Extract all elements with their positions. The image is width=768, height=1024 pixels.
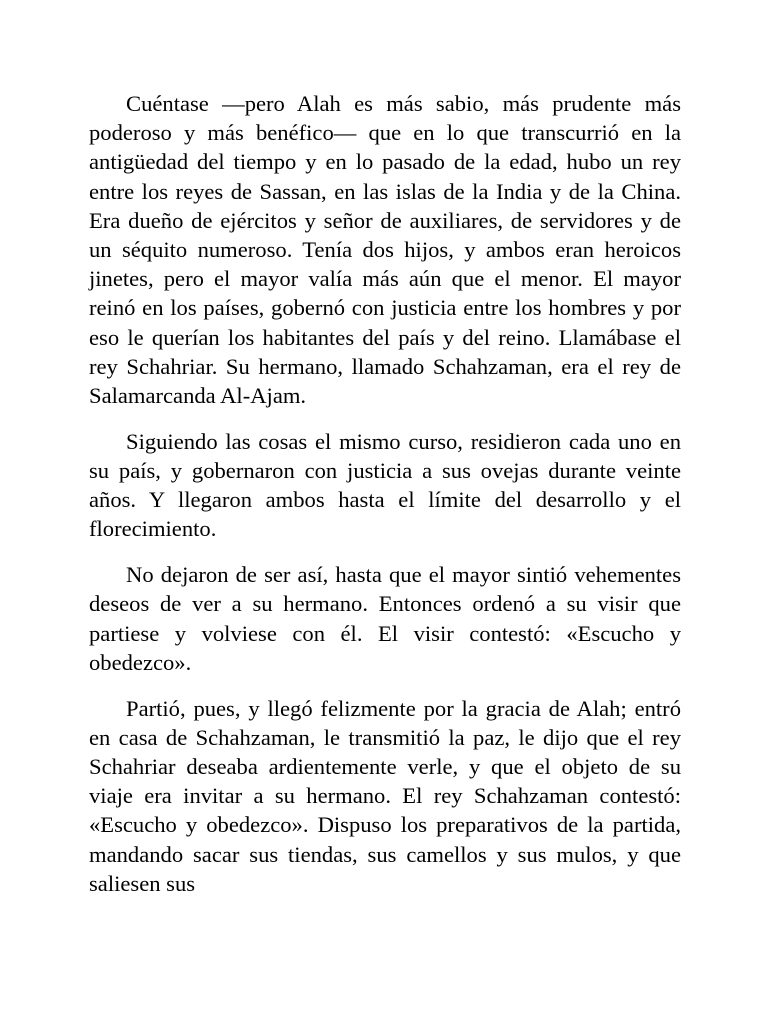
paragraph-1: Cuéntase —pero Alah es más sabio, más prudente más poderoso y más benéfico— que en lo que transcurrió en la antigüedad del tiempo y en lo pasado de la edad, hubo un rey entre los reyes de Sassan, en las islas de la India y de la China. Era dueño de ejércitos y señor de auxiliares, de servidores y de un séquito numeroso. Tenía dos hijos, y ambos eran heroicos jinetes, pero el mayor valía más aún que el menor. El mayor reinó en los países, gobernó con justicia entre los hombres y por eso le querían los habitantes del país y del reino. Llamábase el rey Schahriar. Su hermano, llamado Schahzaman, era el rey de Salamarcanda Al-Ajam. bbox=[89, 91, 681, 409]
paragraph-3: No dejaron de ser así, hasta que el mayor sintió vehementes deseos de ver a su hermano. Entonces ordenó a su visir que partiese y volviese con él. El visir contestó: «Escucho y obedezco». bbox=[89, 562, 681, 675]
paragraph-4: Partió, pues, y llegó felizmente por la gracia de Alah; entró en casa de Schahzaman, le transmitió la paz, le dijo que el rey Schahriar deseaba ardientemente verle, y que el objeto de su viaje era invitar a su hermano. El rey Schahzaman contestó: «Escucho y obedezco». Dispuso los preparativos de la partida, mandando sacar sus tiendas, sus camellos y sus mulos, y que saliesen sus bbox=[89, 695, 681, 896]
paragraph-2: Siguiendo las cosas el mismo curso, residieron cada uno en su país, y gobernaron con justicia a sus ovejas durante veinte años. Y llegaron ambos hasta el límite del desarrollo y el florecimiento. bbox=[89, 428, 681, 542]
